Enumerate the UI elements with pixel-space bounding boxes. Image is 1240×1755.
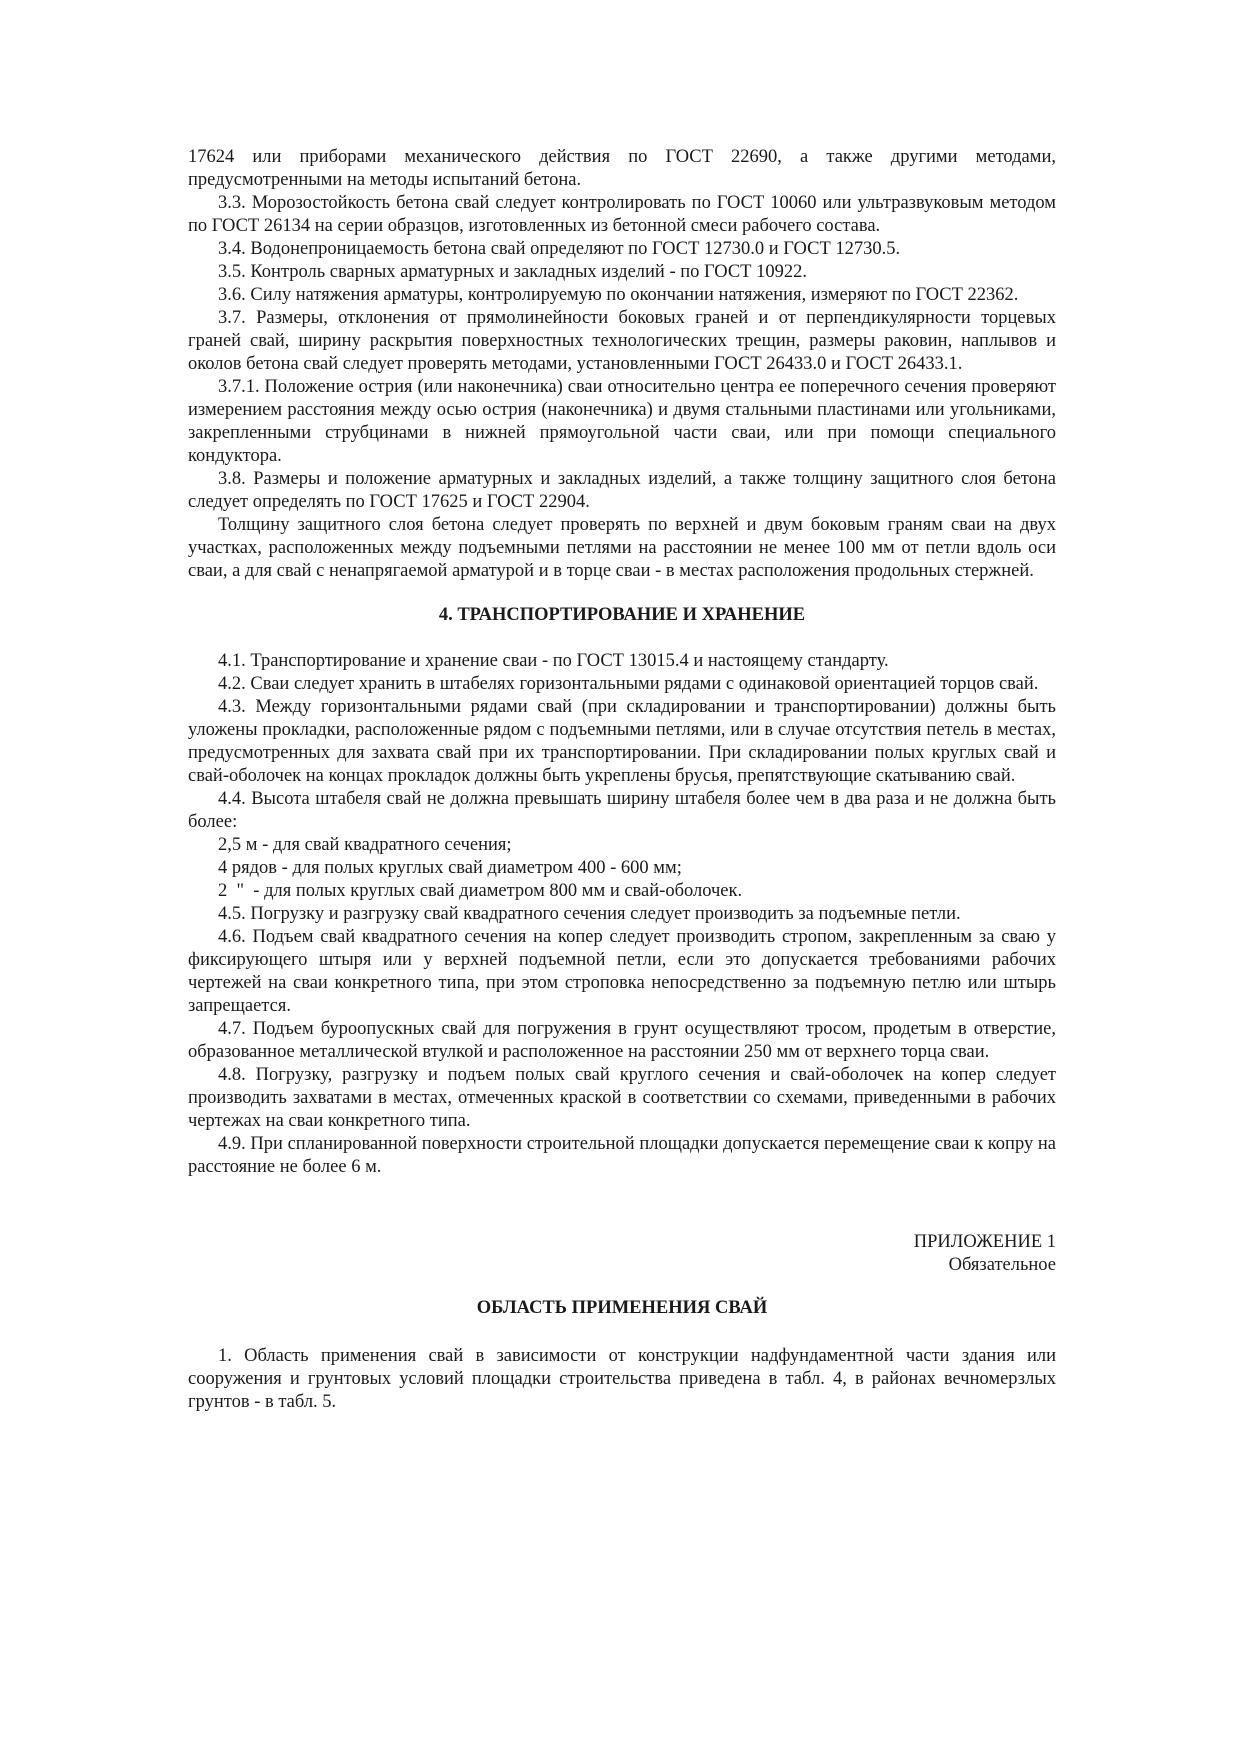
paragraph-4-7: 4.7. Подъем буроопускных свай для погружения в грунт осуществляют тросом, продетым в отверстие, образованное металлической втулкой и расположенное на расстоянии 250 мм от верхнего торца сваи.	[188, 1019, 1056, 1062]
paragraph-3-4: 3.4. Водонепроницаемость бетона свай определяют по ГОСТ 12730.0 и ГОСТ 12730.5.	[218, 239, 901, 259]
paragraph-3-7-1: 3.7.1. Положение острия (или наконечника) сваи относительно центра ее поперечного сечения проверяют измерением расстояния между осью острия (наконечника) и двумя стальными пластинами или угольниками, закрепленными струбцинами в нижней прямоугольной части сваи, или при помощи специального кондуктора.	[188, 377, 1056, 466]
paragraph-4-6: 4.6. Подъем свай квадратного сечения на копер следует производить стропом, закрепленным за сваю у фиксирующего штыря или у верхней подъемной петли, если это допускается требованиями рабочих чертежей на сваи конкретного типа, при этом строповка непосредственно за подъемную петлю или штырь запрещается.	[188, 927, 1056, 1016]
paragraph-4-4: 4.4. Высота штабеля свай не должна превышать ширину штабеля более чем в два раза и не должна быть более:	[188, 789, 1056, 832]
paragraph-4-1: 4.1. Транспортирование и хранение сваи - по ГОСТ 13015.4 и настоящему стандарту.	[218, 651, 889, 671]
paragraph-3-3: 3.3. Морозостойкость бетона свай следует контролировать по ГОСТ 10060 или ультразвуковым методом по ГОСТ 26134 на серии образцов, изготовленных из бетонной смеси рабочего состава.	[188, 193, 1056, 236]
document-page	[188, 146, 1056, 1414]
section-4-heading: 4. ТРАНСПОРТИРОВАНИЕ И ХРАНЕНИЕ	[438, 605, 806, 625]
paragraph-4-3: 4.3. Между горизонтальными рядами свай (при складировании и транспортировании) должны быть уложены прокладки, расположенные рядом с подъемными петлями, или в случае отсутствия петель в местах, предусмотренных для захвата свай при их транспортировании. При складировании полых круглых свай и свай-оболочек на концах прокладок должны быть укреплены брусья, препятствующие скатыванию свай.	[188, 697, 1056, 786]
list-item: 2,5 м - для свай квадратного сечения;	[218, 835, 512, 855]
appendix-status: Обязательное	[948, 1255, 1056, 1275]
paragraph-4-8: 4.8. Погрузку, разгрузку и подъем полых свай круглого сечения и свай-оболочек на копер следует производить захватами в местах, отмеченных краской в соответствии со схемами, приведенными в рабочих чертежах на сваи конкретного типа.	[188, 1065, 1056, 1131]
appendix-1	[188, 1231, 1056, 1414]
appendix-label: ПРИЛОЖЕНИЕ 1	[913, 1232, 1056, 1252]
paragraph-3-8: 3.8. Размеры и положение арматурных и закладных изделий, а также толщину защитного слоя бетона следует определять по ГОСТ 17625 и ГОСТ 22904.	[188, 469, 1056, 512]
appendix-heading: ОБЛАСТЬ ПРИМЕНЕНИЯ СВАЙ	[476, 1298, 768, 1318]
paragraph-3-8-protective-layer: Толщину защитного слоя бетона следует проверять по верхней и двум боковым граням сваи на двух участках, расположенных между подъемными петлями на расстоянии не менее 100 мм от петли вдоль оси сваи, а для свай с ненапрягаемой арматурой и в торце сваи - в местах расположения продольных стержней.	[188, 515, 1056, 581]
paragraph-3-7: 3.7. Размеры, отклонения от прямолинейности боковых граней и от перпендикулярности торцевых граней свай, ширину раскрытия поверхностных технологических трещин, размеры раковин, наплывов и околов бетона свай следует проверять методами, установленными ГОСТ 26433.0 и ГОСТ 26433.1.	[188, 308, 1056, 374]
paragraph-4-2: 4.2. Сваи следует хранить в штабелях горизонтальными рядами с одинаковой ориентацией торцов свай.	[218, 674, 1039, 694]
paragraph-4-5: 4.5. Погрузку и разгрузку свай квадратного сечения следует производить за подъемные петли.	[218, 904, 961, 924]
list-item: 4 рядов - для полых круглых свай диаметром 400 - 600 мм;	[218, 858, 682, 878]
appendix-paragraph-1: 1. Область применения свай в зависимости от конструкции надфундаментной части здания или сооружения и грунтовых условий площадки строительства приведена в табл. 4, в районах вечномерзлых грунтов - в табл. 5.	[188, 1346, 1056, 1412]
paragraph-4-9: 4.9. При спланированной поверхности строительной площадки допускается перемещение сваи к копру на расстояние не более 6 м.	[188, 1134, 1056, 1177]
paragraph-3-6: 3.6. Силу натяжения арматуры, контролируемую по окончании натяжения, измеряют по ГОСТ 22362.	[218, 285, 1019, 305]
paragraph-3-5: 3.5. Контроль сварных арматурных и закладных изделий - по ГОСТ 10922.	[218, 262, 807, 282]
list-item: 2 " - для полых круглых свай диаметром 800 мм и свай-оболочек.	[218, 881, 743, 901]
paragraph-3-2-continuation: 17624 или приборами механического действия по ГОСТ 22690, а также другими методами, предусмотренными на методы испытаний бетона.	[188, 147, 1056, 190]
